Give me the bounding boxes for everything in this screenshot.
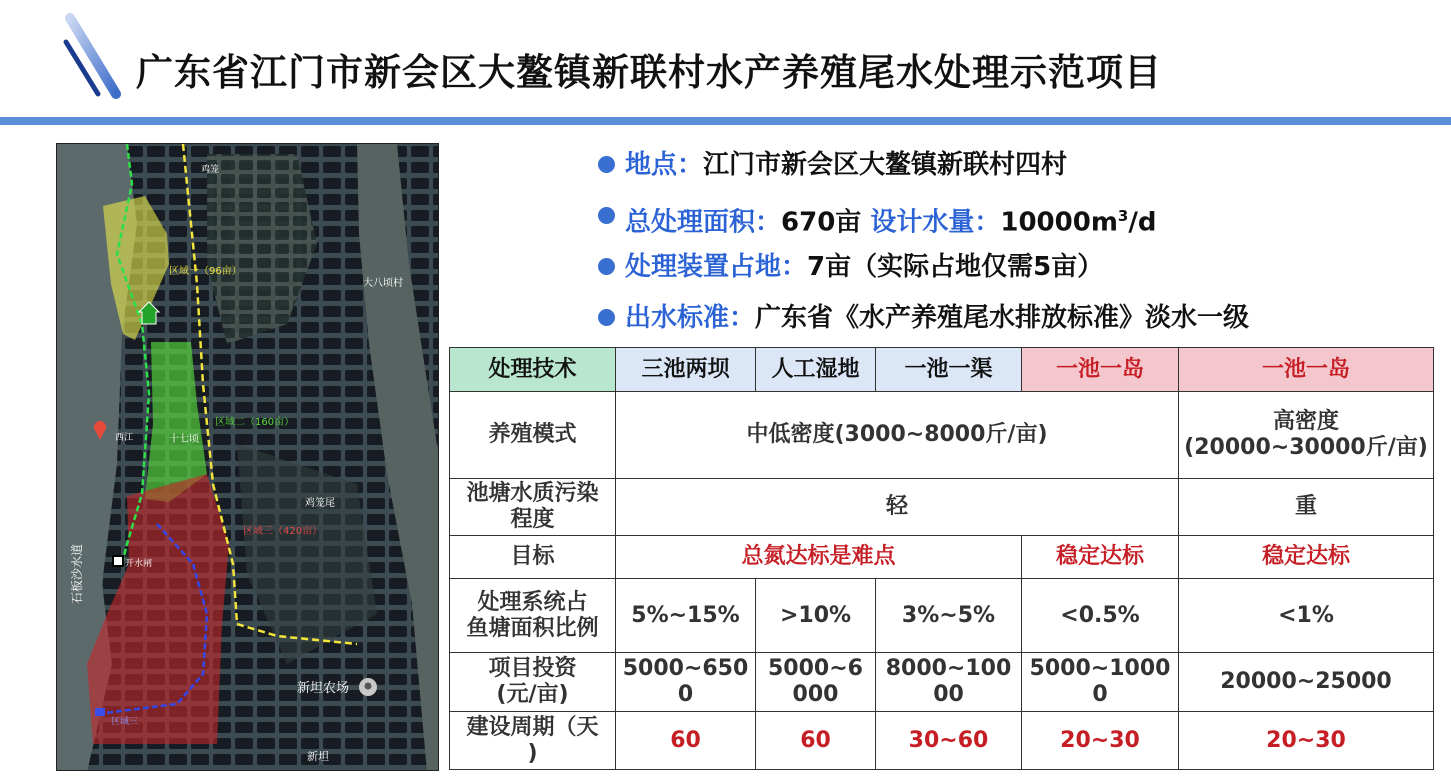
- table-cell: [756, 653, 876, 712]
- header-cell: 一池一岛: [1179, 348, 1434, 392]
- map-label-shuizha: 开水闸: [125, 559, 153, 569]
- header-cell: 人工湿地: [756, 348, 876, 392]
- map-label-jilong: 鸡笼: [201, 165, 220, 175]
- table-cell: 30~60: [876, 712, 1022, 770]
- map-label-river: 石板沙水道: [70, 543, 84, 604]
- header-cell: 三池两坝: [616, 348, 756, 392]
- map-label-xi: 西江: [115, 433, 134, 443]
- fact-value-2: 10000m: [1000, 207, 1118, 238]
- tech-comparison-table: [449, 347, 1434, 770]
- table-cell: <1%: [1179, 579, 1434, 653]
- fact-value: 江门市新会区大鳌镇新联村四村: [703, 150, 1068, 180]
- page-title: 广东省江门市新会区大鳌镇新联村水产养殖尾水处理示范项目: [136, 51, 1162, 94]
- fact-area: [598, 197, 1438, 248]
- table-cell: 总氮达标是难点: [616, 536, 1022, 579]
- fact-label: 处理装置占地：: [625, 252, 808, 282]
- cell-line: 8000~100: [885, 656, 1012, 681]
- map-label-zone3: 区域三（420亩）: [243, 526, 323, 537]
- table-cell: [616, 653, 756, 712]
- table-cell: 重: [1179, 479, 1434, 536]
- fact-label: 地点：: [625, 150, 704, 180]
- cell-line: 5000~650: [622, 656, 749, 681]
- bullet-dot-icon: [598, 156, 615, 173]
- table-cell: 稳定达标: [1179, 536, 1434, 579]
- table-cell: [1179, 392, 1434, 479]
- table-row: [450, 479, 1434, 536]
- table-header-row: [450, 348, 1434, 392]
- outfall-marker-icon: [113, 556, 123, 566]
- bullet-dot-icon: [598, 258, 615, 275]
- row-label: 目标: [450, 536, 616, 579]
- row-label-line: 项目投资: [488, 656, 577, 681]
- fact-location: [598, 146, 1438, 197]
- table-cell: [876, 653, 1022, 712]
- table-row: [450, 712, 1434, 770]
- fact-standard: [598, 299, 1438, 350]
- map-label-daba: 大八顷村: [363, 278, 403, 289]
- table-cell: 60: [616, 712, 756, 770]
- table-cell: 稳定达标: [1022, 536, 1179, 579]
- pump-marker-icon: [95, 708, 105, 716]
- table-cell: 3%~5%: [876, 579, 1022, 653]
- fact-value: 广东省《水产养殖尾水排放标准》淡水一级: [755, 303, 1250, 333]
- map-label-jilongwei: 鸡笼尾: [305, 498, 335, 509]
- map-label-shiqi: 十七顷: [169, 434, 199, 445]
- row-label: 养殖模式: [450, 392, 616, 479]
- map-label-xintan: 新坦: [307, 750, 329, 763]
- table-row: [450, 536, 1434, 579]
- row-label: [450, 653, 616, 712]
- bullet-dot-icon: [598, 309, 615, 326]
- fact-value: 7亩（实际占地仅需5亩）: [807, 252, 1104, 282]
- bullet-dot-icon: [598, 207, 615, 224]
- table-cell: 轻: [616, 479, 1179, 536]
- cell-line: 5000~6: [768, 656, 863, 681]
- project-facts: [598, 146, 1438, 350]
- map-label-zone2: 区域二（160亩）: [215, 417, 295, 428]
- row-label-line: 程度: [510, 507, 555, 532]
- fact-sup: 3: [1117, 207, 1129, 225]
- table-cell: 中低密度(3000~8000斤/亩): [616, 392, 1179, 479]
- row-label-line: 鱼塘面积比例: [466, 615, 599, 641]
- table-cell: 60: [756, 712, 876, 770]
- row-label-line: 池塘水质污染: [466, 481, 599, 506]
- header-divider: [0, 117, 1451, 125]
- row-label: [450, 479, 616, 536]
- map-label-zone1: 区域一（96亩）: [169, 266, 242, 277]
- row-label-line: (元/亩): [496, 682, 569, 707]
- table-cell: [1022, 653, 1179, 712]
- cell-line: 000: [792, 682, 839, 707]
- cell-line: 0: [1092, 682, 1108, 707]
- row-label: [450, 579, 616, 653]
- fact-label: 出水标准：: [625, 303, 756, 333]
- cell-line: 0: [677, 682, 694, 707]
- title-accent-logo: [62, 12, 126, 100]
- fact-label-2: 设计水量：: [870, 207, 1001, 238]
- header-cell: 处理技术: [450, 348, 616, 392]
- cell-line: 20000~25000: [1220, 669, 1392, 694]
- row-label: [450, 712, 616, 770]
- table-cell: >10%: [756, 579, 876, 653]
- fact-label: 总处理面积：: [625, 207, 782, 238]
- table-row: [450, 392, 1434, 479]
- fact-value: 670亩: [781, 207, 862, 238]
- map-label-xintan-farm: 新坦农场: [297, 681, 350, 696]
- table-cell: 20~30: [1022, 712, 1179, 770]
- row-label-line: 建设周期（天: [466, 714, 599, 740]
- cell-line: 00: [933, 682, 964, 707]
- table-row: [450, 579, 1434, 653]
- row-label-line: 处理系统占: [477, 589, 588, 615]
- header-cell: 一池一渠: [876, 348, 1022, 392]
- table-row: [450, 653, 1434, 712]
- table-cell: [1179, 653, 1434, 712]
- cell-line: 高密度: [1272, 409, 1339, 434]
- map-label-zone4: 区域三: [111, 717, 139, 727]
- row-label-line: ): [527, 740, 538, 766]
- table-cell: 20~30: [1179, 712, 1434, 770]
- satellite-map: [56, 143, 439, 771]
- table-cell: <0.5%: [1022, 579, 1179, 653]
- fact-value-2-tail: /d: [1128, 207, 1157, 238]
- header-cell: 一池一岛: [1022, 348, 1179, 392]
- cell-line: 5000~1000: [1029, 656, 1171, 681]
- fact-footprint: [598, 248, 1438, 299]
- table-cell: 5%~15%: [616, 579, 756, 653]
- cell-line: (20000~30000斤/亩): [1184, 435, 1428, 460]
